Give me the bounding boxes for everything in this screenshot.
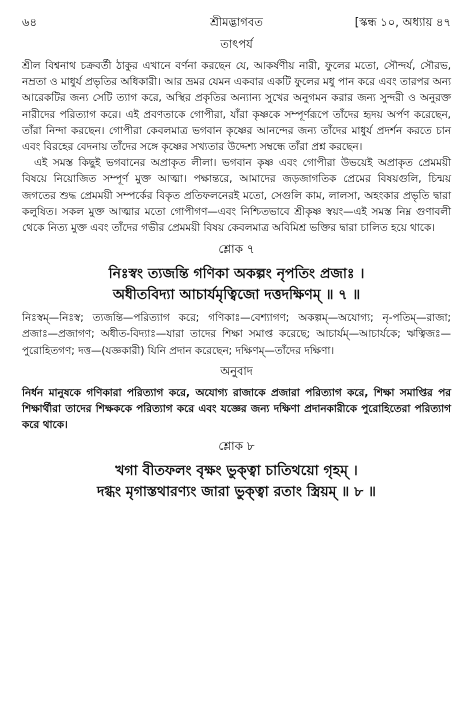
verse-8-line-1: খগা বীতফলং বৃক্ষং ভুক্ত্বা চাতিথয়ো গৃহম্ । [115,463,358,480]
verse-8-heading: শ্লোক ৮ [218,439,255,454]
purport-paragraph-2: এই সমস্ত কিছুই ভগবানের অপ্রাকৃত লীলা। ভগবান কৃষ্ণ এবং গোপীরা উভয়েই অপ্রাকৃত প্রেমময়ী বিষয়ে নিয়োজিত সম্পূর্ণ মুক্ত আত্মা। পক্ষান্তরে, আমাদের জড়জাগতিক প্রেমের বিষয়গুলি, চিন্ময় জগতের শুদ্ধ প্রেমময়ী সম্পর্কের বিকৃত প্রতিফলনেরই মতো, সেগুলি কাম, লালসা, অহংকার প্রভৃতি দ্বারা কলুষিত। সকল মুক্ত আত্মার মতো গোপীগণ—এবং নিশ্চিতভাবে শ্রীকৃষ্ণ স্বয়ং—এই সমস্ত নিম্ন গুণাবলী থেকে নিত্য মুক্ত এবং তাঁদের গভীর প্রেমময়ী বিষয় কেবলমাত্র অবিমিশ্র ভক্তির দ্বারা চালিত হয়ে থাকে। [22,157,451,235]
verse-7-translation: নির্ধন মানুষকে গণিকারা পরিত্যাগ করে, অযোগ্য রাজাকে প্রজারা পরিত্যাগ করে, শিক্ষা সমাপ্তির পর শিক্ষার্থীরা তাদের শিক্ষককে পরিত্যাগ করে এবং যজ্ঞের জন্য দক্ষিণা প্রদানকারীকে পুরোহিতেরা পরিত্যাগ করে থাকে। [22,386,451,432]
page-header [22,12,451,32]
translation-heading: অনুবাদ [220,363,253,378]
verse-8-line-2: দগ্ধং মৃগাস্তথারণ্যং জারা ভুক্ত্বা রতাং স্ত্রিয়ম্ ॥ ৮ ॥ [97,484,376,501]
book-title: শ্রীমদ্ভাগবত [210,15,263,29]
purport-heading: তাৎপর্য [220,37,253,51]
verse-7-heading: শ্লোক ৭ [218,242,255,257]
verse-7-line-2: অধীতবিদ্যা আচার্যমৃত্বিজো দত্তদক্ষিণম্ ॥ ৭ ॥ [112,287,361,304]
chapter-reference: [স্কন্ধ ১০, অধ্যায় ৪৭ [354,15,451,29]
purport-paragraph-1: শ্রীল বিশ্বনাথ চক্রবর্তী ঠাকুর এখানে বর্ণনা করছেন যে, আকর্ষণীয় নারী, ফুলের মতো, সৌন্দর্য, সৌরভ, নম্রতা ও মাধুর্য প্রভৃতির অধিকারী। আর ভ্রমর যেমন একবার একটি ফুলের মধু পান করে এবং তারপর অন্য আরেকটির জন্য সেটি ত্যাগ করে, অস্থির প্রকৃতির অন্যান্য সুখের অনুগমন করার জন্য সুন্দরী ও অনুরক্ত নারীদের পরিত্যাগ করে। এই প্রবণতাকে গোপীরা, যাঁরা কৃষ্ণকে সম্পূর্ণরূপে তাঁদের হৃদয় অর্পণ করেছেন, তাঁরা নিন্দা করছেন। গোপীরা কেবলমাত্র ভগবান কৃষ্ণের আনন্দের জন্য তাঁদের মাধুর্য প্রদর্শন করতে চান এবং বিরহের বেদনায় তাঁদের সঙ্গে কৃষ্ণের সখ্যতার উদ্দেশ্য সম্বন্ধে তাঁরা প্রশ্ন করছেন। [22,60,451,154]
page-number: ৬৪ [22,15,37,29]
verse-7-synonyms: নিঃস্বম্—নিঃস্ব; ত্যজন্তি—পরিত্যাগ করে; গণিকাঃ—বেশ্যাগণ; অকল্পম্—অযোগ্য; নৃ-পতিম্—রাজা; প্রজাঃ—প্রজাগণ; অধীত-বিদ্যাঃ—যারা তাদের শিক্ষা সমাপ্ত করেছে; আচার্যম্—আচার্যকে; ঋত্বিজঃ—পুরোহিতগণ; দত্ত—(যজ্ঞকারী) যিনি প্রদান করেছেন; দক্ষিণম্—তাঁদের দক্ষিণা। [22,312,451,357]
verse-7-line-1: নিঃস্বং ত্যজন্তি গণিকা অকল্পং নৃপতিং প্রজাঃ । [108,266,365,283]
